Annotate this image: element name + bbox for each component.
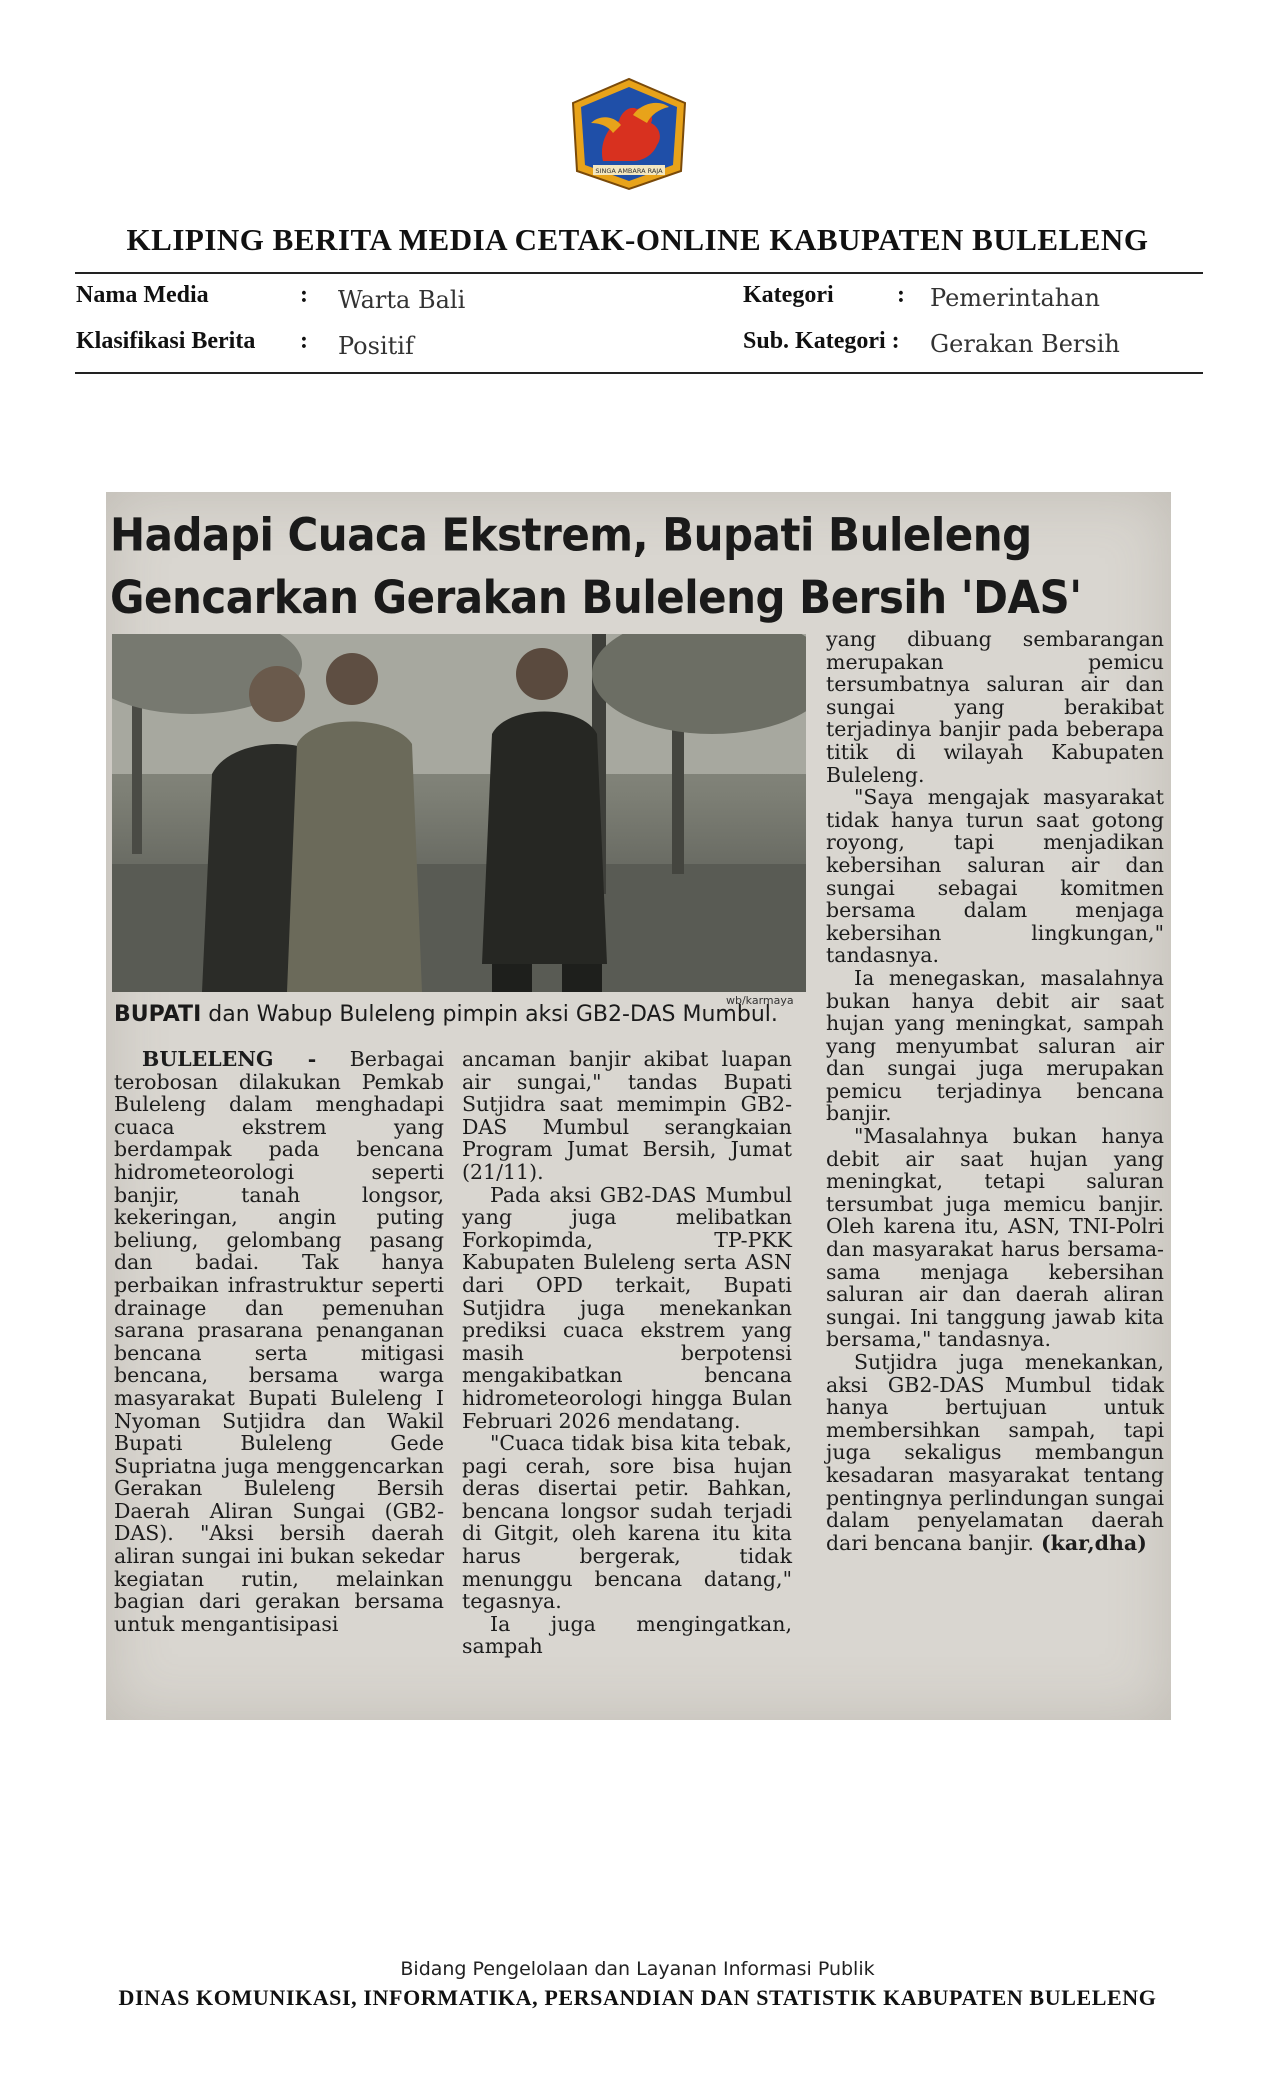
article-column-1	[114, 1048, 444, 1635]
col2-paragraph-3: "Cuaca tidak bisa kita tebak, pagi cerah, sore bisa hujan deras disertai petir. Bahkan, bencana longsor sudah terjadi di Gitgit, oleh karena itu kita harus bergerak, tidak menunggu bencana datang," tegasnya.	[462, 1431, 792, 1614]
sub-kategori-label: Sub. Kategori :	[743, 328, 900, 354]
klasifikasi-label-wrap	[76, 328, 255, 355]
col2-paragraph-1: ancaman banjir akibat luapan air sungai," tandas Bupati Sutjidra saat memimpin GB2-DAS Mumbul serangkaian Program Jumat Bersih, Jumat (21/11).	[462, 1047, 792, 1184]
col1-paragraph-1: Berbagai terobosan dilakukan Pemkab Buleleng dalam menghadapi cuaca ekstrem yang berdampak pada bencana hidrometeorologi seperti banjir, tanah longsor, kekeringan, angin puting beliung, gelombang pasang dan badai. Tak hanya perbaikan infrastruktur seperti drainage dan pemenuhan sarana prasarana penanganan bencana serta mitigasi bencana, bersama warga masyarakat Bupati Buleleng I Nyoman Sutjidra dan Wakil Bupati Buleleng Gede Supriatna juga menggencarkan Gerakan Buleleng Bersih Daerah Aliran Sungai (GB2-DAS). "Aksi bersih daerah aliran sungai ini bukan sekedar kegiatan rutin, melainkan bagian dari gerakan bersama untuk mengantisipasi	[114, 1047, 444, 1636]
headline-line-2: Gencarkan Gerakan Buleleng Bersih 'DAS'	[110, 570, 1082, 624]
headline-line-1: Hadapi Cuaca Ekstrem, Bupati Buleleng	[110, 508, 1032, 562]
col3-paragraph-5: Sutjidra juga menekankan, aksi GB2-DAS Mumbul tidak hanya bertujuan untuk membersihkan sampah, tapi juga sekaligus membangun kesadaran masyarakat tentang pentingnya perlindungan sungai dalam penyelamatan daerah dari bencana banjir.	[826, 1350, 1164, 1555]
page-title: KLIPING BERITA MEDIA CETAK-ONLINE KABUPATEN BULELENG	[126, 222, 1149, 257]
col3-paragraph-1: yang dibuang sembarangan merupakan pemicu tersumbatnya saluran air dan sungai yang berakibat terjadinya banjir pada beberapa titik di wilayah Kabupaten Buleleng.	[826, 627, 1164, 787]
kategori-label-wrap	[743, 282, 834, 309]
nama-media-value: Warta Bali	[338, 286, 466, 314]
kategori-value: Pemerintahan	[930, 284, 1101, 312]
col3-paragraph-4: "Masalahnya bukan hanya debit air saat hujan yang meningkat, tetapi saluran tersumbat juga memicu banjir. Oleh karena itu, ASN, TNI-Polri dan masyarakat harus bersama-sama menjaga kebersihan saluran air dan daerah aliran sungai. Ini tanggung jawab kita bersama," tandasnya.	[826, 1124, 1164, 1352]
col2-paragraph-2: Pada aksi GB2-DAS Mumbul yang juga melibatkan Forkopimda, TP-PKK Kabupaten Buleleng serta ASN dari OPD terkait, Bupati Sutjidra juga menekankan prediksi cuaca ekstrem yang masih berpotensi mengakibatkan bencana hidrometeorologi hingga Bulan Februari 2026 mendatang.	[462, 1182, 792, 1433]
kategori-colon: :	[897, 282, 905, 308]
article-column-3	[826, 628, 1164, 1554]
article-headline	[106, 504, 1171, 629]
klasifikasi-colon: :	[300, 328, 308, 354]
col2-paragraph-4: Ia juga mengingatkan, sampah	[462, 1611, 792, 1659]
dateline: BULELENG -	[142, 1047, 317, 1071]
article-column-2	[462, 1048, 792, 1658]
nama-media-colon: :	[300, 282, 308, 308]
sub-kategori-value: Gerakan Bersih	[930, 330, 1120, 358]
klasifikasi-label: Klasifikasi Berita	[76, 328, 256, 354]
news-clipping	[106, 492, 1171, 1720]
kabupaten-logo	[563, 75, 695, 193]
photo-caption	[114, 1002, 778, 1027]
col3-paragraph-2: "Saya mengajak masyarakat tidak hanya turun saat gotong royong, tapi menjadikan kebersihan saluran air dan sungai sebagai komitmen bersama dalam menjaga kebersihan lingkungan," tandasnya.	[826, 785, 1164, 968]
kategori-label: Kategori	[743, 282, 834, 308]
logo-motto: SINGA AMBARA RAJA	[595, 167, 663, 175]
footer-division: Bidang Pengelolaan dan Layanan Informasi Publik	[400, 1958, 875, 1980]
meta-divider	[75, 372, 1203, 374]
caption-lead: BUPATI	[114, 1002, 202, 1027]
nama-media-label-wrap	[76, 282, 209, 309]
caption-text: dan Wabup Buleleng pimpin aksi GB2-DAS Mumbul.	[201, 1002, 778, 1027]
sub-kategori-label-wrap	[743, 328, 900, 355]
photo-credit: wb/karmaya	[726, 994, 794, 1007]
klasifikasi-value: Positif	[338, 332, 414, 360]
footer-agency: DINAS KOMUNIKASI, INFORMATIKA, PERSANDIAN DAN STATISTIK KABUPATEN BULELENG	[118, 1985, 1157, 2010]
col3-paragraph-3: Ia menegaskan, masalahnya bukan hanya debit air saat hujan yang meningkat, sampah yang menyumbat saluran air dan sungai juga merupakan pemicu terjadinya bencana banjir.	[826, 965, 1164, 1126]
news-photo	[112, 634, 806, 992]
author-initials: (kar,dha)	[1033, 1530, 1147, 1555]
header-divider	[75, 272, 1203, 274]
nama-media-label: Nama Media	[76, 282, 209, 308]
